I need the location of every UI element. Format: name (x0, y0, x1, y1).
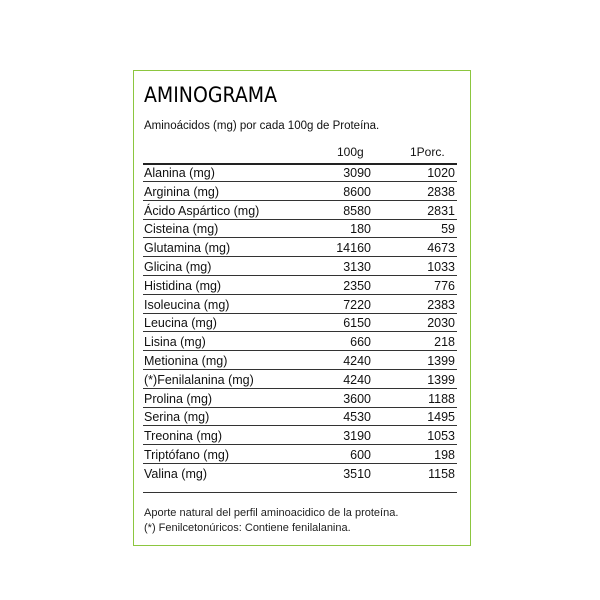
value-100g: 180 (350, 222, 371, 237)
amino-name: Triptófano (mg) (144, 448, 229, 462)
table-row (143, 239, 457, 257)
value-portion: 1399 (427, 354, 455, 368)
table-row (143, 202, 457, 220)
amino-name: Alanina (mg) (144, 166, 215, 180)
amino-name: Cisteina (mg) (144, 222, 219, 237)
amino-name: (*)Fenilalanina (mg) (144, 372, 254, 387)
amino-name: Arginina (mg) (144, 184, 220, 199)
table-row (143, 446, 457, 464)
table-row (143, 220, 457, 238)
value-100g: 4240 (343, 372, 371, 387)
value-portion: 198 (434, 448, 455, 462)
value-portion: 2383 (427, 297, 455, 312)
amino-name: Glicina (mg) (144, 260, 212, 274)
value-100g: 3510 (343, 466, 371, 481)
table-row (143, 408, 457, 426)
table-row (143, 390, 457, 408)
amino-name: Ácido Aspártico (mg) (144, 203, 260, 218)
footnote-phenylketonurics: (*) Fenilcetonúricos: Contiene fenilalanina. (144, 522, 351, 534)
amino-name: Lisina (mg) (144, 335, 206, 350)
value-portion: 1188 (428, 391, 455, 406)
value-100g: 6150 (343, 316, 371, 331)
table-row (143, 333, 457, 351)
panel-title: AMINOGRAMA (144, 83, 278, 107)
value-100g: 7220 (343, 297, 371, 312)
value-100g: 3130 (343, 260, 371, 274)
amino-name: Serina (mg) (144, 410, 210, 425)
table-row (143, 427, 457, 445)
value-100g: 14160 (336, 241, 371, 256)
panel-subtitle: Aminoácidos (mg) por cada 100g de Proteína. (144, 120, 380, 132)
amino-name: Isoleucina (mg) (144, 297, 230, 312)
value-100g: 600 (350, 448, 371, 462)
value-100g: 4240 (343, 354, 371, 368)
value-portion: 2838 (427, 184, 455, 199)
value-portion: 1053 (427, 429, 455, 444)
amino-name: Metionina (mg) (144, 354, 228, 368)
table-row (143, 277, 457, 295)
value-100g: 2350 (343, 278, 371, 293)
value-portion: 59 (441, 222, 455, 237)
value-portion: 1020 (427, 166, 455, 180)
amino-name: Glutamina (mg) (144, 241, 231, 256)
column-header-portion: 1Porc. (410, 145, 445, 159)
amino-name: Histidina (mg) (144, 278, 222, 293)
table-row (143, 296, 457, 314)
value-100g: 3600 (343, 391, 371, 406)
table-row (143, 314, 457, 332)
value-portion: 2030 (427, 316, 455, 331)
value-portion: 2831 (427, 203, 455, 218)
table-row (143, 371, 457, 389)
value-100g: 8580 (343, 203, 371, 218)
value-100g: 3190 (343, 429, 371, 444)
table-row (143, 164, 457, 182)
value-portion: 1495 (427, 410, 455, 425)
value-100g: 8600 (343, 184, 371, 199)
column-header-100g: 100g (337, 145, 364, 159)
value-portion: 4673 (427, 241, 455, 256)
aminogram-panel (133, 70, 471, 546)
amino-name: Leucina (mg) (144, 316, 217, 331)
table-row (143, 258, 457, 276)
value-100g: 4530 (343, 410, 371, 425)
table-row (143, 352, 457, 370)
value-100g: 3090 (343, 166, 371, 180)
value-portion: 1158 (428, 466, 455, 481)
amino-name: Valina (mg) (144, 466, 207, 481)
table-bottom-rule (143, 492, 457, 493)
table-row (143, 465, 457, 483)
amino-name: Treonina (mg) (144, 429, 223, 444)
value-100g: 660 (350, 335, 371, 350)
table-row (143, 183, 457, 201)
value-portion: 1399 (427, 372, 455, 387)
amino-name: Prolina (mg) (144, 391, 213, 406)
footnote-natural-profile: Aporte natural del perfil aminoacidico de la proteína. (144, 507, 399, 519)
value-portion: 218 (434, 335, 455, 350)
value-portion: 1033 (427, 260, 455, 274)
value-portion: 776 (434, 278, 455, 293)
